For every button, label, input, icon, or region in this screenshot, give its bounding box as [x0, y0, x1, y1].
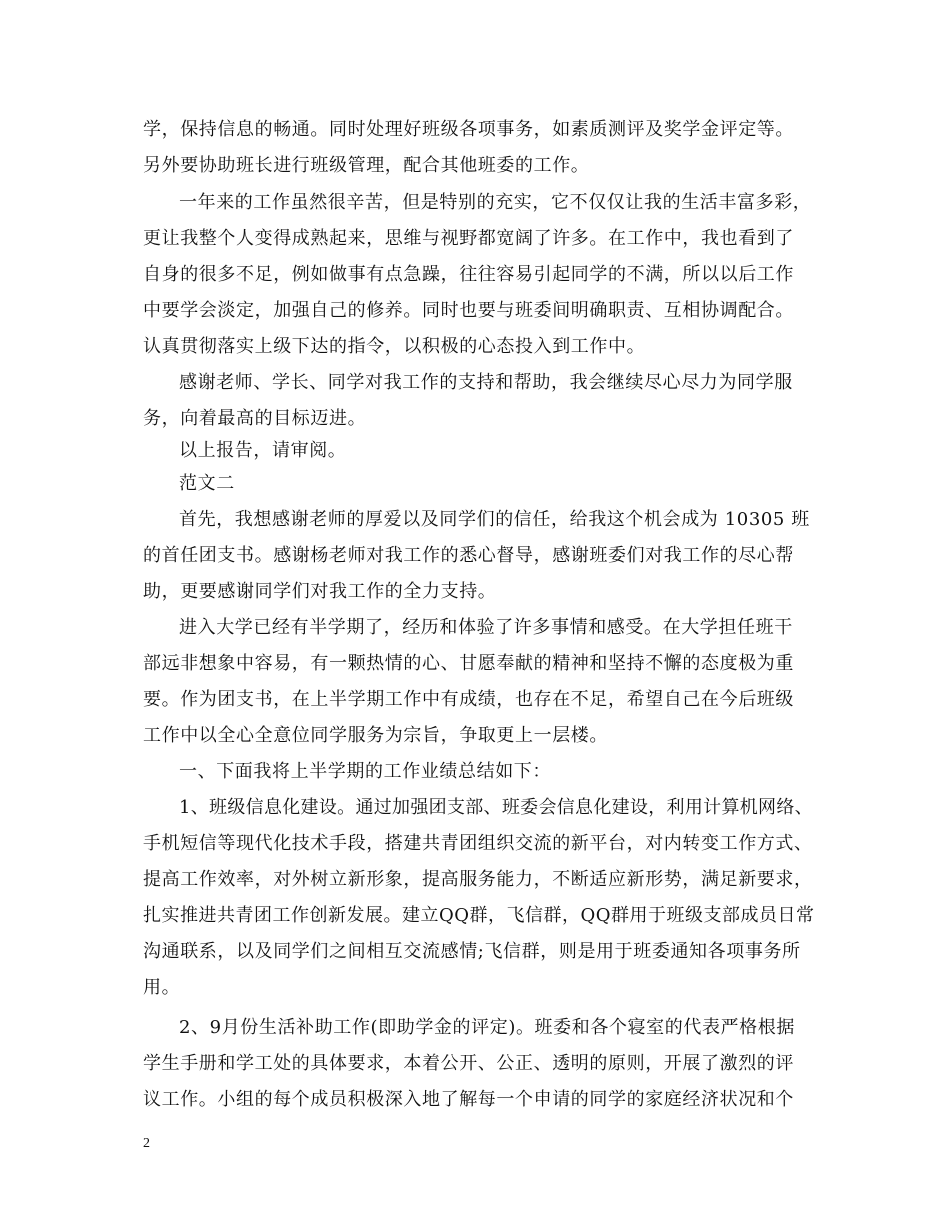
text-line: 中要学会淡定，加强自己的修养。同时也要与班委间明确职责、互相协调配合。	[143, 300, 794, 321]
text-line: 学生手册和学工处的具体要求，本着公开、公正、透明的原则，开展了激烈的评	[143, 1053, 794, 1074]
text-line: 议工作。小组的每个成员积极深入地了解每一个申请的同学的家庭经济状况和个	[143, 1089, 794, 1110]
text-line: 进入大学已经有半学期了，经历和体验了许多事情和感受。在大学担任班干	[179, 617, 793, 638]
text-line: 工作中以全心全意位同学服务为宗旨，争取更上一层楼。	[143, 725, 608, 746]
text-line: 感谢老师、学长、同学对我工作的支持和帮助，我会继续尽心尽力为同学服	[179, 372, 793, 393]
page-number: 2	[143, 1136, 150, 1151]
text-line: 部远非想象中容易，有一颗热情的心、甘愿奉献的精神和坚持不懈的态度极为重	[143, 653, 794, 674]
text-line: 扎实推进共青团工作创新发展。建立QQ群，飞信群，QQ群用于班级支部成员日常	[143, 905, 815, 926]
text-line: 以上报告，请审阅。	[179, 440, 347, 461]
text-line: 自身的很多不足，例如做事有点急躁，往往容易引起同学的不满，所以以后工作	[143, 264, 794, 285]
text-line: 一年来的工作虽然很辛苦，但是特别的充实，它不仅仅让我的生活丰富多彩，	[179, 192, 812, 213]
text-line: 1、班级信息化建设。通过加强团支部、班委会信息化建设，利用计算机网络、	[179, 797, 813, 818]
text-line: 要。作为团支书，在上半学期工作中有成绩，也存在不足，希望自己在今后班级	[143, 689, 794, 710]
text-line: 认真贯彻落实上级下达的指令，以积极的心态投入到工作中。	[143, 336, 646, 357]
text-line: 首先，我想感谢老师的厚爱以及同学们的信任，给我这个机会成为 10305 班	[179, 509, 810, 530]
text-line: 沟通联系，以及同学们之间相互交流感情;飞信群，则是用于班委通知各项事务所	[143, 941, 801, 962]
text-line: 更让我整个人变得成熟起来，思维与视野都宽阔了许多。在工作中，我也看到了	[143, 228, 794, 249]
section-heading: 范文二	[179, 473, 235, 494]
text-line: 学，保持信息的畅通。同时处理好班级各项事务，如素质测评及奖学金评定等。	[143, 119, 794, 140]
text-line: 另外要协助班长进行班级管理，配合其他班委的工作。	[143, 155, 590, 176]
text-line: 手机短信等现代化技术手段，搭建共青团组织交流的新平台，对内转变工作方式、	[143, 833, 813, 854]
text-line: 助，更要感谢同学们对我工作的全力支持。	[143, 581, 497, 602]
text-line: 的首任团支书。感谢杨老师对我工作的悉心督导，感谢班委们对我工作的尽心帮	[143, 545, 794, 566]
text-line: 务，向着最高的目标迈进。	[143, 408, 367, 429]
text-line: 2、9月份生活补助工作(即助学金的评定)。班委和各个寝室的代表严格根据	[179, 1017, 795, 1038]
text-line: 提高工作效率，对外树立新形象，提高服务能力，不断适应新形势，满足新要求，	[143, 869, 813, 890]
text-line: 用。	[143, 977, 181, 998]
text-line: 一、下面我将上半学期的工作业绩总结如下：	[179, 761, 551, 782]
